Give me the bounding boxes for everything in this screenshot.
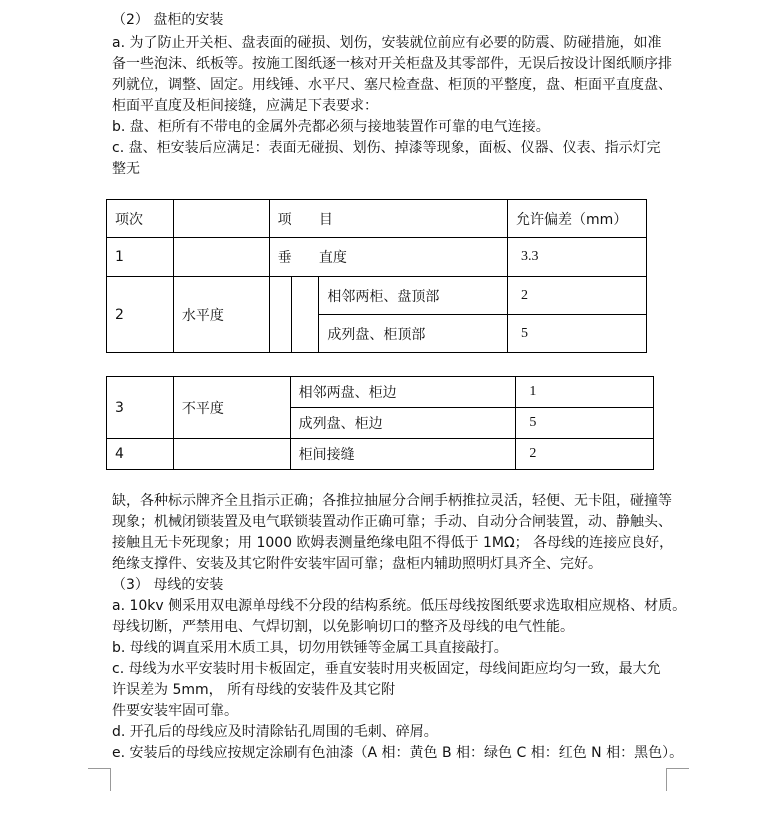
value-cell: 3.3 [508,238,647,277]
value-cell: 2 [508,277,647,315]
header-cell: 目 [319,200,508,238]
table-row [107,377,654,408]
paragraph-line: c. 母线为水平安装时用卡板固定，垂直安装时用夹板固定，母线间距应均匀一致，最大允 [112,661,661,677]
tolerance-table-continued [106,376,654,470]
row-number: 1 [107,238,174,277]
paragraph-line: a. 为了防止开关柜、盘表面的碰损、划伤，安装就位前应有必要的防震、防碰措施，如准 [112,35,662,51]
margin-corner-mark [666,768,689,791]
paragraph-line: c. 盘、柜安装后应满足：表面无碰损、划伤、掉漆等现象，面板、仪器、仪表、指示灯完 [112,140,661,156]
table-cell: 成列盘、柜顶部 [319,315,508,353]
paragraph-line: 绝缘支撑件、安装及其它附件安装牢固可靠；盘柜内辅助照明灯具齐全、完好。 [112,556,602,572]
value-cell: 2 [516,439,654,470]
table-row [107,238,647,277]
paragraph-line: d. 开孔后的母线应及时清除钻孔周围的毛刺、碎屑。 [112,724,438,740]
table-cell: 相邻两柜、盘顶部 [319,277,508,315]
row-number: 3 [107,377,174,439]
header-cell: 项次 [107,200,174,238]
table-row [107,439,654,470]
table-header-row [107,200,647,238]
table-row [107,277,647,315]
paragraph-line: 列就位，调整、固定。用线锤、水平尺、塞尺检查盘、柜顶的平整度，盘、柜面平直度盘、 [112,77,672,93]
paragraph-line: 备一些泡沫、纸板等。按施工图纸逐一核对开关柜盘及其零部件，无误后按设计图纸顺序排 [112,56,672,72]
item-cell: 不平度 [173,377,290,439]
table-cell: 直度 [319,238,508,277]
table-cell: 垂 [269,238,319,277]
table-cell: 相邻两盘、柜边 [290,377,516,408]
value-cell: 5 [516,408,654,439]
item-cell: 水平度 [173,277,269,353]
row-number: 2 [107,277,174,353]
margin-corner-mark [88,768,111,791]
value-cell: 1 [516,377,654,408]
paragraph-line: 许误差为 5mm， 所有母线的安装件及其它附 [112,682,396,698]
table-cell: 柜间接缝 [290,439,516,470]
section-heading: （3） 母线的安装 [112,577,224,593]
paragraph-line: 件要安装牢固可靠。 [112,703,238,719]
paragraph-line: 现象；机械闭锁装置及电气联锁装置动作正确可靠；手动、自动分合闸装置，动、静触头、 [112,514,672,530]
paragraph-line: b. 盘、柜所有不带电的金属外壳都必须与接地装置作可靠的电气连接。 [112,119,550,135]
value-cell: 5 [508,315,647,353]
row-number: 4 [107,439,174,470]
paragraph-line: 整无 [112,161,140,177]
paragraph-line: 接触且无卡死现象；用 1000 欧姆表测量绝缘电阻不得低于 1MΩ； 各母线的连接应良好， [112,535,674,551]
paragraph-line: b. 母线的调直采用木质工具，切勿用铁锤等金属工具直接敲打。 [112,640,508,656]
table-cell: 成列盘、柜边 [290,408,516,439]
tolerance-table [106,199,647,353]
paragraph-line: 缺，各种标示牌齐全且指示正确；各推拉抽屉分合闸手柄推拉灵活，轻便、无卡阻，碰撞等 [112,493,672,509]
paragraph-line: 母线切断，严禁用电、气焊切割，以免影响切口的整齐及母线的电气性能。 [112,619,574,635]
section-heading: （2） 盘柜的安装 [112,12,224,28]
header-cell: 项 [269,200,319,238]
header-cell: 允许偏差（mm） [508,200,647,238]
paragraph-line: e. 安装后的母线应按规定涂刷有色油漆（A 相：黄色 B 相：绿色 C 相：红色 N 相：黑色）。 [112,745,684,761]
paragraph-line: a. 10kv 侧采用双电源单母线不分段的结构系统。低压母线按图纸要求选取相应规格、材质。 [112,598,687,614]
paragraph-line: 柜面平直度及柜间接缝，应满足下表要求： [112,98,378,114]
